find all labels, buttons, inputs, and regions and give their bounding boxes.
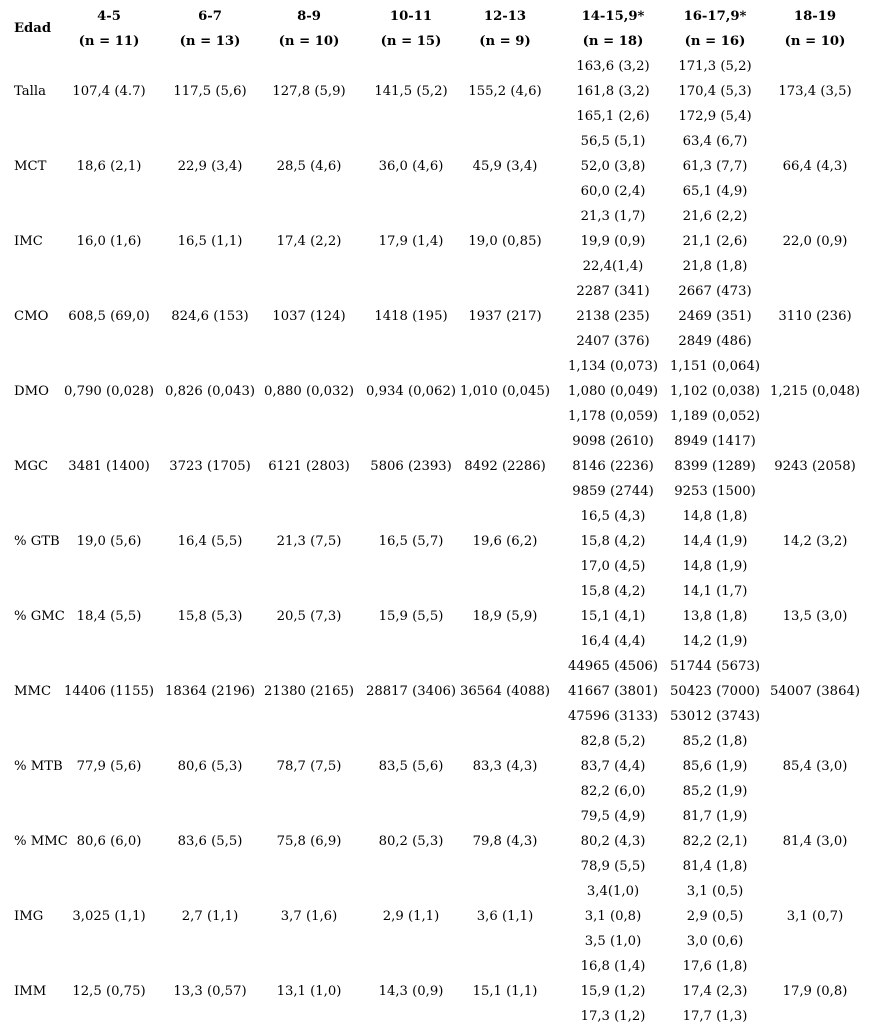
table-cell: 1,010 (0,045) (460, 384, 550, 399)
table-cell: 165,1 (2,6) (576, 109, 650, 124)
table-cell: 15,8 (4,2) (580, 584, 646, 599)
table-cell: 8146 (2236) (572, 459, 654, 474)
table-cell: 127,8 (5,9) (272, 84, 346, 99)
row-label: MMC (14, 684, 52, 699)
table-cell: 1,215 (0,048) (770, 384, 860, 399)
table-cell: 17,9 (1,4) (378, 234, 444, 249)
table-cell: 3,1 (0,7) (786, 909, 844, 924)
table-cell: 17,6 (1,8) (682, 959, 748, 974)
table-cell: 2,7 (1,1) (181, 909, 239, 924)
table-cell: 83,3 (4,3) (472, 759, 538, 774)
table-cell: 3,5 (1,0) (584, 934, 642, 949)
table-cell: 22,9 (3,4) (177, 159, 243, 174)
table-cell: 0,934 (0,062) (366, 384, 456, 399)
table-cell: 61,3 (7,7) (682, 159, 748, 174)
table-cell: 80,2 (5,3) (378, 834, 444, 849)
table-cell: 17,0 (4,5) (580, 559, 646, 574)
table-cell: 15,9 (1,2) (580, 984, 646, 999)
table-cell: 65,1 (4,9) (682, 184, 748, 199)
table-cell: 172,9 (5,4) (678, 109, 752, 124)
table-cell: 3,4(1,0) (586, 884, 640, 899)
table-cell: 14,4 (1,9) (682, 534, 748, 549)
table-cell: 3481 (1400) (68, 459, 150, 474)
table-cell: 85,6 (1,9) (682, 759, 748, 774)
table-cell: 170,4 (5,3) (678, 84, 752, 99)
table-cell: 107,4 (4.7) (72, 84, 146, 99)
table-cell: 6121 (2803) (268, 459, 350, 474)
table-cell: 9253 (1500) (674, 484, 756, 499)
table-cell: 15,1 (1,1) (472, 984, 538, 999)
table-cell: 13,3 (0,57) (173, 984, 247, 999)
table-cell: 2667 (473) (678, 284, 752, 299)
table-cell: 16,5 (4,3) (580, 509, 646, 524)
table-cell: 161,8 (3,2) (576, 84, 650, 99)
table-cell: 2138 (235) (576, 309, 650, 324)
table-cell: 824,6 (153) (171, 309, 249, 324)
table-cell: 171,3 (5,2) (678, 59, 752, 74)
table-cell: 155,2 (4,6) (468, 84, 542, 99)
column-header-n: (n = 11) (78, 34, 140, 49)
table-cell: 18,9 (5,9) (472, 609, 538, 624)
table-cell: 80,6 (6,0) (76, 834, 142, 849)
table-cell: 3,1 (0,5) (686, 884, 744, 899)
table-cell: 9098 (2610) (572, 434, 654, 449)
table-cell: 17,4 (2,2) (276, 234, 342, 249)
table-cell: 173,4 (3,5) (778, 84, 852, 99)
table-cell: 54007 (3864) (770, 684, 860, 699)
table-cell: 79,5 (4,9) (580, 809, 646, 824)
table-cell: 21380 (2165) (264, 684, 354, 699)
column-header-age: 18-19 (793, 9, 837, 24)
table-cell: 17,9 (0,8) (782, 984, 848, 999)
column-header-age: 12-13 (483, 9, 527, 24)
table-cell: 36564 (4088) (460, 684, 550, 699)
table-cell: 141,5 (5,2) (374, 84, 448, 99)
table-cell: 18364 (2196) (165, 684, 255, 699)
table-cell: 66,4 (4,3) (782, 159, 848, 174)
table-cell: 78,9 (5,5) (580, 859, 646, 874)
table-cell: 19,9 (0,9) (580, 234, 646, 249)
table-cell: 19,0 (0,85) (468, 234, 542, 249)
table-cell: 3,1 (0,8) (584, 909, 642, 924)
table-cell: 60,0 (2,4) (580, 184, 646, 199)
table-cell: 44965 (4506) (568, 659, 658, 674)
table-cell: 82,8 (5,2) (580, 734, 646, 749)
table-cell: 36,0 (4,6) (378, 159, 444, 174)
table-cell: 1037 (124) (272, 309, 346, 324)
table-cell: 2,9 (1,1) (382, 909, 440, 924)
table-cell: 83,5 (5,6) (378, 759, 444, 774)
table-cell: 16,8 (1,4) (580, 959, 646, 974)
table-cell: 17,4 (2,3) (682, 984, 748, 999)
corner-label: Edad (14, 21, 52, 36)
row-label: IMC (14, 234, 43, 249)
table-cell: 56,5 (5,1) (580, 134, 646, 149)
row-label: DMO (14, 384, 49, 399)
table-cell: 81,4 (1,8) (682, 859, 748, 874)
table-cell: 2407 (376) (576, 334, 650, 349)
table-cell: 21,6 (2,2) (682, 209, 748, 224)
column-header-n: (n = 16) (684, 34, 746, 49)
table-cell: 18,6 (2,1) (76, 159, 142, 174)
table-cell: 117,5 (5,6) (173, 84, 247, 99)
table-cell: 0,880 (0,032) (264, 384, 354, 399)
table-cell: 47596 (3133) (568, 709, 658, 724)
row-label: CMO (14, 309, 49, 324)
row-label: IMG (14, 909, 44, 924)
table-cell: 13,8 (1,8) (682, 609, 748, 624)
table-cell: 15,1 (4,1) (580, 609, 646, 624)
table-cell: 19,0 (5,6) (76, 534, 142, 549)
table-cell: 52,0 (3,8) (580, 159, 646, 174)
table-cell: 14,2 (3,2) (782, 534, 848, 549)
column-header-n: (n = 10) (784, 34, 846, 49)
table-cell: 8492 (2286) (464, 459, 546, 474)
table-cell: 1,102 (0,038) (670, 384, 760, 399)
table-cell: 16,5 (5,7) (378, 534, 444, 549)
table-cell: 85,2 (1,8) (682, 734, 748, 749)
table-cell: 41667 (3801) (568, 684, 658, 699)
table-cell: 16,4 (5,5) (177, 534, 243, 549)
row-label: Talla (14, 84, 46, 99)
table-cell: 2469 (351) (678, 309, 752, 324)
column-header-age: 8-9 (297, 9, 321, 24)
table-cell: 1,151 (0,064) (670, 359, 760, 374)
column-header-n: (n = 10) (278, 34, 340, 49)
table-cell: 3,6 (1,1) (476, 909, 534, 924)
column-header-age: 14-15,9* (581, 9, 645, 24)
table-cell: 28817 (3406) (366, 684, 456, 699)
table-cell: 75,8 (6,9) (276, 834, 342, 849)
table-cell: 3723 (1705) (169, 459, 251, 474)
table-cell: 82,2 (6,0) (580, 784, 646, 799)
table-cell: 14,2 (1,9) (682, 634, 748, 649)
table-cell: 53012 (3743) (670, 709, 760, 724)
row-label: MCT (14, 159, 47, 174)
table-cell: 16,5 (1,1) (177, 234, 243, 249)
table-cell: 2287 (341) (576, 284, 650, 299)
column-header-n: (n = 15) (380, 34, 442, 49)
table-cell: 82,2 (2,1) (682, 834, 748, 849)
row-label: % GTB (14, 534, 60, 549)
table-cell: 14,1 (1,7) (682, 584, 748, 599)
table-cell: 80,6 (5,3) (177, 759, 243, 774)
table-cell: 13,5 (3,0) (782, 609, 848, 624)
table-cell: 83,6 (5,5) (177, 834, 243, 849)
table-cell: 9859 (2744) (572, 484, 654, 499)
table-cell: 8399 (1289) (674, 459, 756, 474)
table-cell: 78,7 (7,5) (276, 759, 342, 774)
table-cell: 1,189 (0,052) (670, 409, 760, 424)
table-cell: 1,134 (0,073) (568, 359, 658, 374)
table-cell: 21,3 (7,5) (276, 534, 342, 549)
column-header-age: 16-17,9* (683, 9, 747, 24)
table-cell: 608,5 (69,0) (68, 309, 150, 324)
table-cell: 14,8 (1,9) (682, 559, 748, 574)
table-cell: 0,790 (0,028) (64, 384, 154, 399)
table-cell: 17,7 (1,3) (682, 1009, 748, 1024)
table-cell: 21,8 (1,8) (682, 259, 748, 274)
table-cell: 1,080 (0,049) (568, 384, 658, 399)
table-cell: 1418 (195) (374, 309, 448, 324)
table-cell: 12,5 (0,75) (72, 984, 146, 999)
table-cell: 20,5 (7,3) (276, 609, 342, 624)
table-cell: 14,3 (0,9) (378, 984, 444, 999)
table-cell: 85,2 (1,9) (682, 784, 748, 799)
column-header-age: 10-11 (389, 9, 433, 24)
table-cell: 81,4 (3,0) (782, 834, 848, 849)
table-cell: 28,5 (4,6) (276, 159, 342, 174)
table-cell: 5806 (2393) (370, 459, 452, 474)
row-label: % MTB (14, 759, 63, 774)
table-cell: 15,9 (5,5) (378, 609, 444, 624)
table-cell: 2,9 (0,5) (686, 909, 744, 924)
table-cell: 19,6 (6,2) (472, 534, 538, 549)
table-cell: 2849 (486) (678, 334, 752, 349)
table-cell: 22,0 (0,9) (782, 234, 848, 249)
row-label: MGC (14, 459, 49, 474)
column-header-n: (n = 9) (479, 34, 531, 49)
table-cell: 163,6 (3,2) (576, 59, 650, 74)
table-cell: 77,9 (5,6) (76, 759, 142, 774)
table-cell: 15,8 (5,3) (177, 609, 243, 624)
table-cell: 50423 (7000) (670, 684, 760, 699)
column-header-age: 4-5 (97, 9, 121, 24)
column-header-n: (n = 13) (179, 34, 241, 49)
table-cell: 3,025 (1,1) (72, 909, 146, 924)
table-cell: 18,4 (5,5) (76, 609, 142, 624)
table-cell: 16,4 (4,4) (580, 634, 646, 649)
column-header-n: (n = 18) (582, 34, 644, 49)
row-label: IMM (14, 984, 47, 999)
table-cell: 51744 (5673) (670, 659, 760, 674)
table-cell: 21,3 (1,7) (580, 209, 646, 224)
table-cell: 14,8 (1,8) (682, 509, 748, 524)
table-cell: 45,9 (3,4) (472, 159, 538, 174)
row-label: % GMC (14, 609, 65, 624)
table-cell: 3,7 (1,6) (280, 909, 338, 924)
table-cell: 63,4 (6,7) (682, 134, 748, 149)
table-cell: 3110 (236) (778, 309, 852, 324)
table-cell: 3,0 (0,6) (686, 934, 744, 949)
table-cell: 21,1 (2,6) (682, 234, 748, 249)
table-cell: 9243 (2058) (774, 459, 856, 474)
table-cell: 81,7 (1,9) (682, 809, 748, 824)
table-cell: 15,8 (4,2) (580, 534, 646, 549)
column-header-age: 6-7 (198, 9, 222, 24)
table-cell: 22,4(1,4) (582, 259, 644, 274)
table-cell: 1,178 (0,059) (568, 409, 658, 424)
table-cell: 85,4 (3,0) (782, 759, 848, 774)
table-cell: 16,0 (1,6) (76, 234, 142, 249)
table-cell: 0,826 (0,043) (165, 384, 255, 399)
table-cell: 79,8 (4,3) (472, 834, 538, 849)
table-cell: 80,2 (4,3) (580, 834, 646, 849)
table-cell: 83,7 (4,4) (580, 759, 646, 774)
row-label: % MMC (14, 834, 68, 849)
table-cell: 13,1 (1,0) (276, 984, 342, 999)
table-cell: 14406 (1155) (64, 684, 154, 699)
table-cell: 1937 (217) (468, 309, 542, 324)
table-cell: 17,3 (1,2) (580, 1009, 646, 1024)
table-cell: 8949 (1417) (674, 434, 756, 449)
